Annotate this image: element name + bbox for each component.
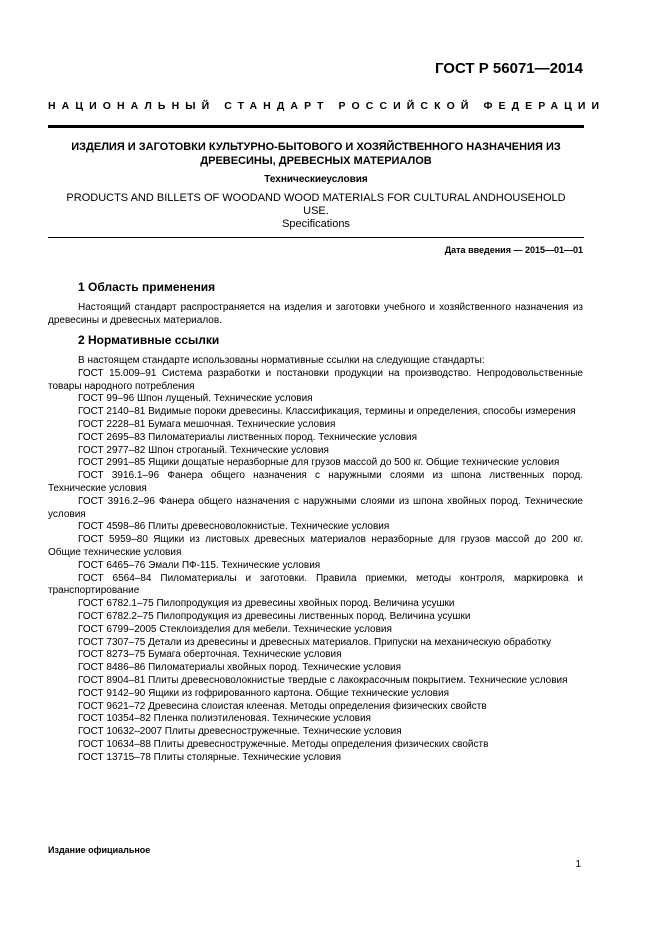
header-rule: [48, 125, 584, 128]
reference-item: ГОСТ 15.009–91 Система разработки и постановки продукции на производство. Непродовольственные товары народного потребления: [48, 367, 583, 392]
reference-item: ГОСТ 10634–88 Плиты древесностружечные. Методы определения физических свойств: [78, 738, 489, 750]
reference-item: ГОСТ 3916.2–96 Фанера общего назначения с наружными слоями из шпона хвойных пород. Технические условия: [48, 495, 583, 520]
reference-list: [48, 368, 583, 765]
reference-item: ГОСТ 13715–78 Плиты столярные. Технические условия: [78, 751, 342, 763]
intro-date: Дата введения — 2015—01—01: [444, 245, 583, 255]
reference-item: ГОСТ 2140–81 Видимые пороки древесины. Классификация, термины и определения, способы измерения: [78, 406, 576, 418]
reference-item: ГОСТ 6782.2–75 Пилопродукция из древесины лиственных пород. Величина усушки: [78, 610, 471, 622]
reference-item: ГОСТ 2695–83 Пиломатериалы лиственных пород. Технические условия: [78, 431, 417, 443]
section-2-heading: 2 Нормативные ссылки: [78, 333, 220, 347]
reference-item: ГОСТ 3916.1–96 Фанера общего назначения с наружными слоями из шпона лиственных пород. Технические условия: [48, 470, 583, 494]
reference-item: ГОСТ 99–96 Шпон лущеный. Технические условия: [78, 393, 313, 405]
reference-item: ГОСТ 10632–2007 Плиты древесностружечные. Технические условия: [78, 726, 402, 738]
reference-item: ГОСТ 8273–75 Бумага оберточная. Технические условия: [78, 649, 342, 661]
title-rule: [48, 237, 584, 238]
document-subtitle-en: Specifications: [282, 218, 350, 230]
edition-note: Издание официальное: [48, 845, 151, 855]
references-intro: В настоящем стандарте использованы нормативные ссылки на следующие стандарты:: [78, 355, 485, 366]
reference-item: ГОСТ 4598–86 Плиты древесноволокнистые. Технические условия: [78, 521, 390, 533]
reference-item: ГОСТ 7307–75 Детали из древесины и древесных материалов. Припуски на механическую обработку: [78, 636, 552, 648]
reference-item: ГОСТ 9621–72 Древесина слоистая клееная. Методы определения физических свойств: [78, 700, 487, 712]
reference-item: ГОСТ 6799–2005 Стеклоизделия для мебели. Технические условия: [78, 623, 392, 635]
normative-references: [48, 355, 583, 765]
reference-item: ГОСТ 6465–76 Эмали ПФ-115. Технические условия: [78, 559, 321, 571]
document-title-en: [60, 192, 572, 231]
document-subtitle-ru: Техническиеусловия: [264, 174, 368, 185]
section-1-heading: 1 Область применения: [78, 280, 216, 294]
reference-item: ГОСТ 6564–84 Пиломатериалы и заготовки. Правила приемки, методы контроля, маркировка и транспортирование: [48, 572, 583, 597]
page-number: 1: [575, 859, 581, 870]
reference-item: ГОСТ 8486–86 Пиломатериалы хвойных пород. Технические условия: [78, 662, 402, 674]
national-standard-banner: НАЦИОНАЛЬНЫЙ СТАНДАРТ РОССИЙСКОЙ ФЕДЕРАЦИИ: [48, 100, 606, 112]
reference-item: ГОСТ 2991–85 Ящики дощатые неразборные для грузов массой до 500 кг. Общие технические условия: [78, 457, 560, 469]
reference-item: ГОСТ 8904–81 Плиты древесноволокнистые твердые с лакокрасочным покрытием. Технические условия: [78, 674, 568, 686]
reference-item: ГОСТ 2977–82 Шпон строганый. Технические условия: [78, 444, 329, 456]
standard-number: ГОСТ Р 56071—2014: [434, 60, 583, 77]
reference-item: ГОСТ 10354–82 Пленка полиэтиленовая. Технические условия: [78, 713, 371, 725]
reference-item: ГОСТ 6782.1–75 Пилопродукция из древесины хвойных пород. Величина усушки: [78, 598, 455, 610]
document-title-ru: ИЗДЕЛИЯ И ЗАГОТОВКИ КУЛЬТУРНО-БЫТОВОГО И ХОЗЯЙСТВЕННОГО НАЗНАЧЕНИЯ ИЗ ДРЕВЕСИНЫ, ДРЕВЕСНЫХ МАТЕРИАЛОВ: [71, 141, 561, 167]
section-1-body: [48, 302, 583, 328]
reference-item: ГОСТ 9142–90 Ящики из гофрированного картона. Общие технические условия: [78, 687, 449, 699]
section-1-paragraph: Настоящий стандарт распространяется на изделия и заготовки учебного и хозяйственного назначения из древесины и древесных материалов.: [48, 302, 583, 326]
document-title-en-text: PRODUCTS AND BILLETS OF WOODAND WOOD MATERIALS FOR CULTURAL ANDHOUSEHOLD USE.: [66, 192, 566, 217]
reference-item: ГОСТ 5959–80 Ящики из листовых древесных материалов неразборные для грузов массой до 200 кг. Общие технические условия: [48, 534, 583, 558]
reference-item: ГОСТ 2228–81 Бумага мешочная. Технические условия: [78, 418, 336, 430]
